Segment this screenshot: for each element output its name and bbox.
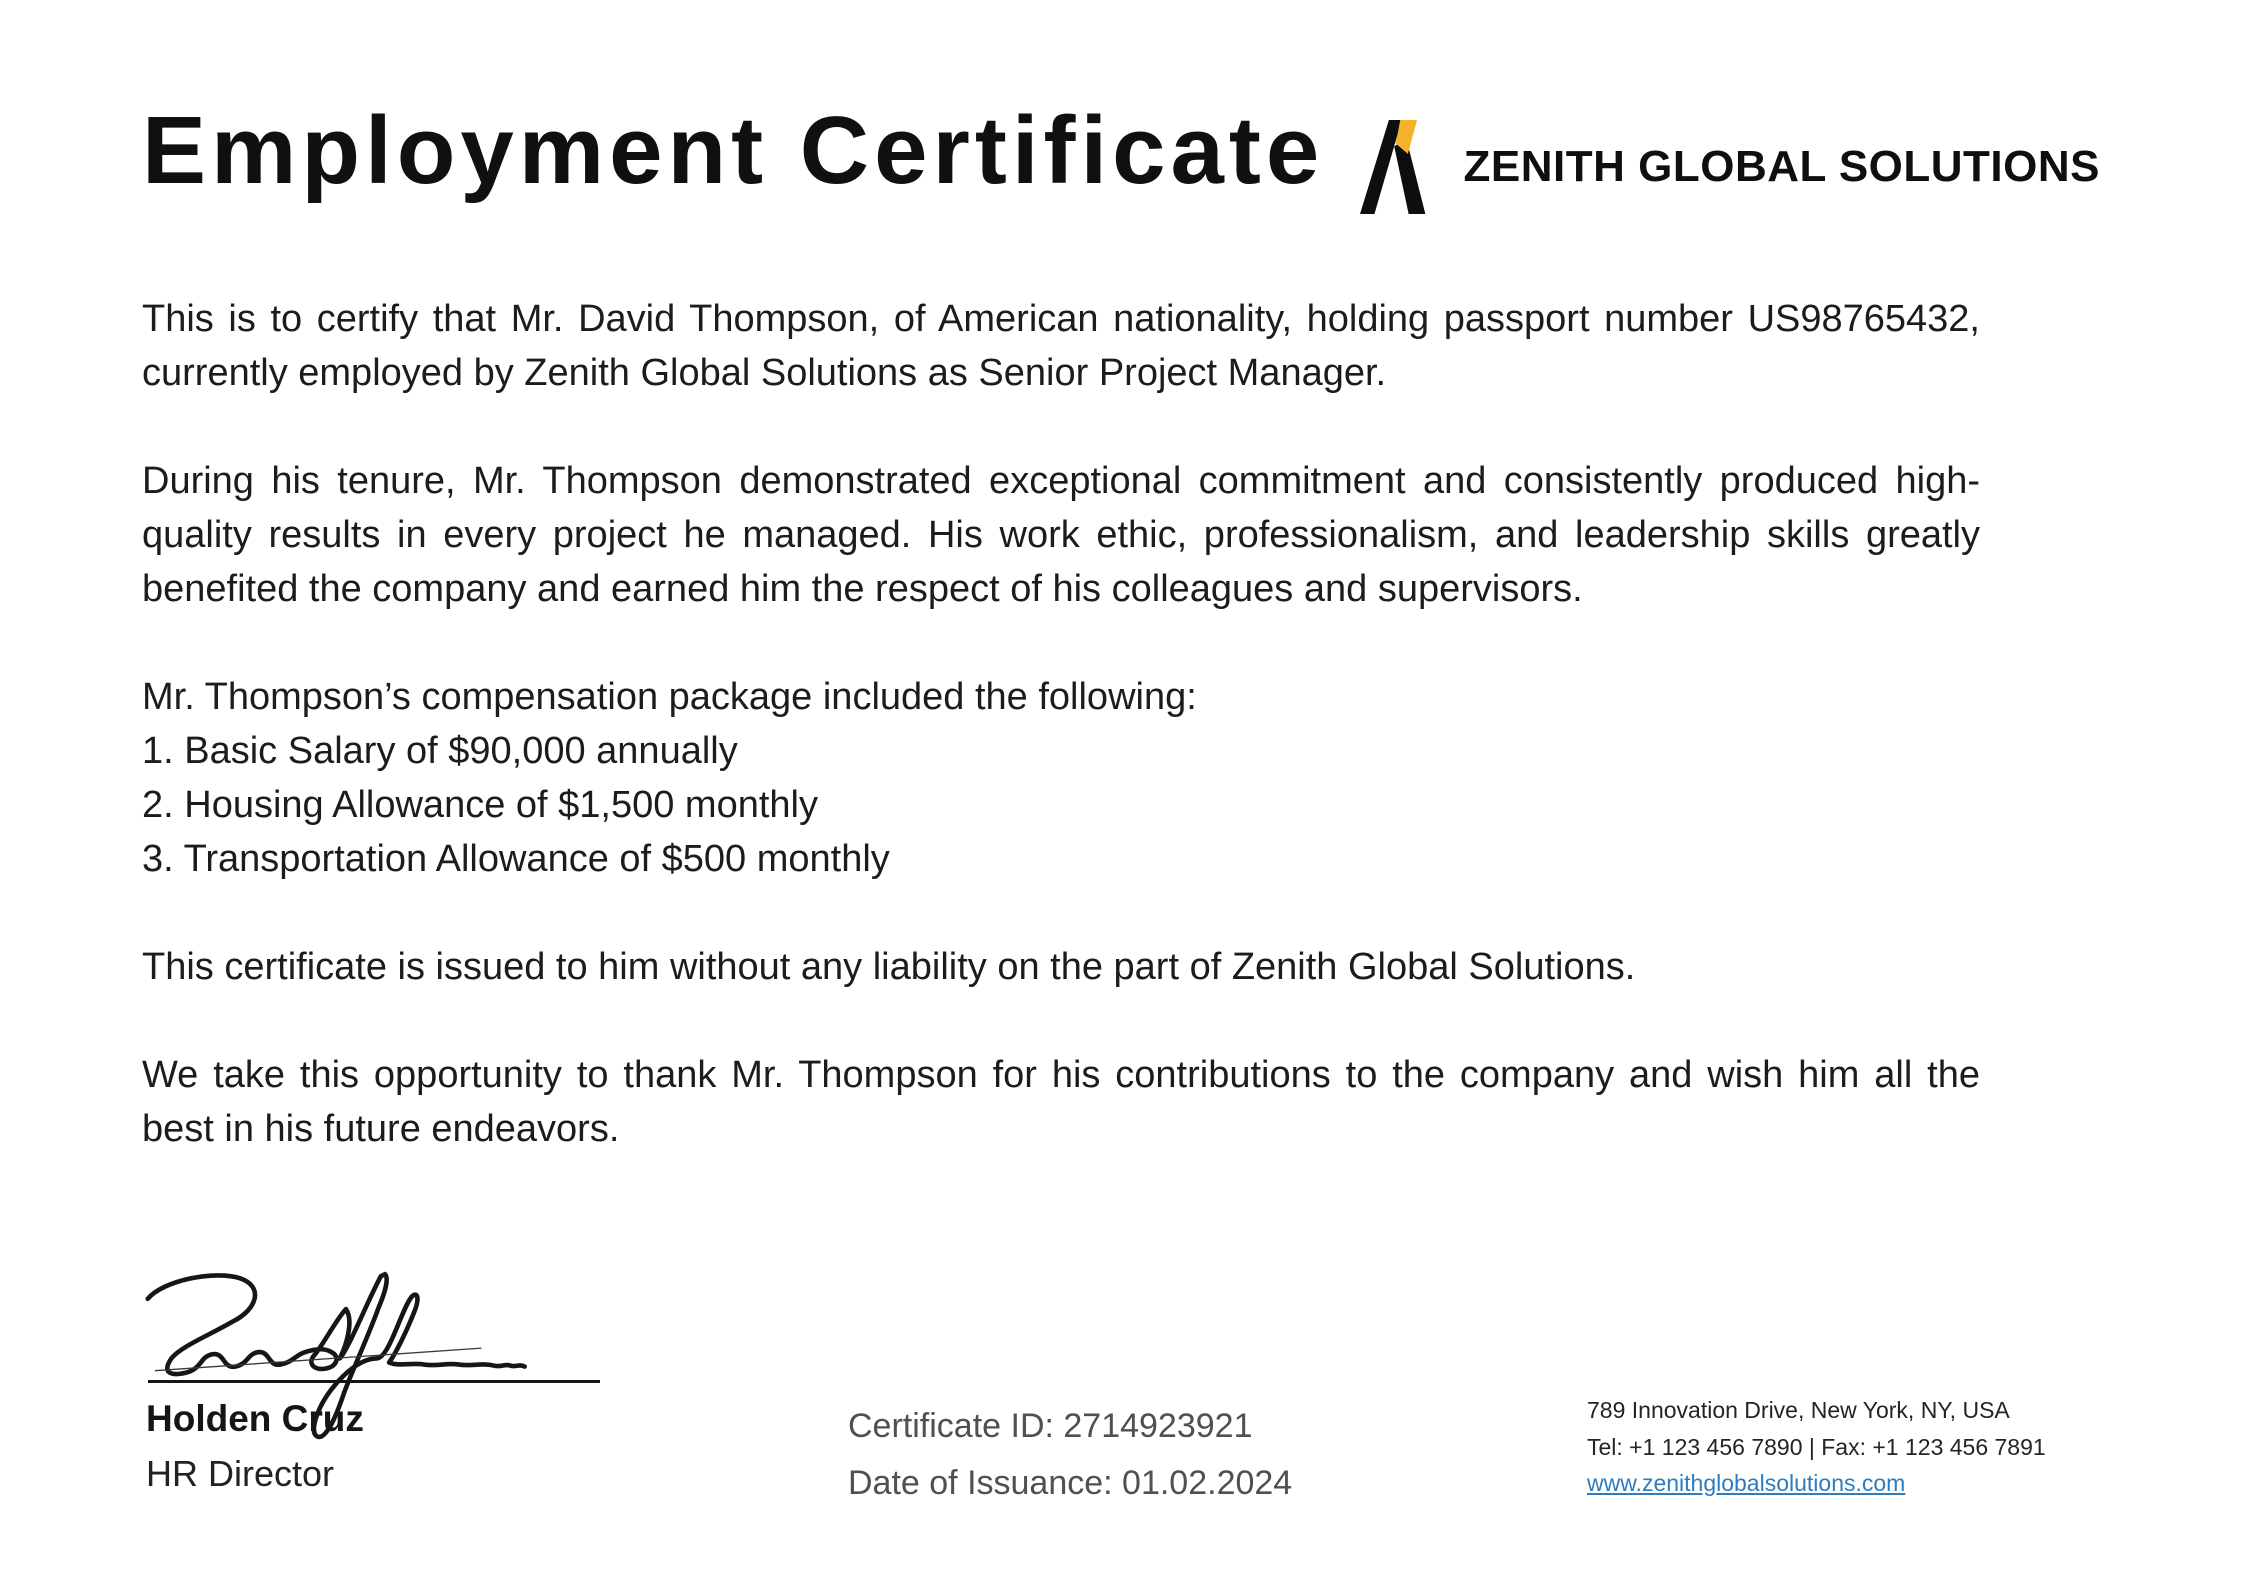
paragraph-certify: This is to certify that Mr. David Thompson, of American nationality, holding passport number US98765432, currently employed by Zenith Global Solutions as Senior Project Manager.: [142, 298, 1980, 394]
date-of-issuance: Date of Issuance: 01.02.2024: [848, 1464, 1293, 1502]
signature-line: [148, 1380, 600, 1383]
company-contact: [1587, 1392, 2046, 1502]
certificate-body: [142, 292, 1980, 1210]
certificate-id: Certificate ID: 2714923921: [848, 1407, 1253, 1445]
header: [142, 97, 2100, 214]
company-phone-fax: Tel: +1 123 456 7890 | Fax: +1 123 456 7891: [1587, 1433, 2046, 1460]
company-logo-icon: [1360, 120, 1436, 214]
company-name: ZENITH GLOBAL SOLUTIONS: [1463, 142, 2100, 191]
compensation-intro: Mr. Thompson’s compensation package included the following:: [142, 676, 1197, 718]
certificate-meta: [848, 1398, 1292, 1512]
compensation-item-housing-allowance: 2. Housing Allowance of $1,500 monthly: [142, 784, 818, 826]
paragraph-liability: This certificate is issued to him without any liability on the part of Zenith Global Solutions.: [142, 946, 1636, 988]
company-brand: [1360, 120, 2100, 214]
company-website-link[interactable]: www.zenithglobalsolutions.com: [1587, 1470, 1906, 1496]
paragraph-tenure: During his tenure, Mr. Thompson demonstrated exceptional commitment and consistently produced high-quality results in every project he managed. His work ethic, professionalism, and leadership skills greatly benefited the company and earned him the respect of his colleagues and supervisors.: [142, 460, 1980, 610]
compensation-item-basic-salary: 1. Basic Salary of $90,000 annually: [142, 730, 738, 772]
company-address: 789 Innovation Drive, New York, NY, USA: [1587, 1397, 2010, 1423]
paragraph-thanks: We take this opportunity to thank Mr. Thompson for his contributions to the company and wish him all the best in his future endeavors.: [142, 1054, 1980, 1150]
compensation-block: [142, 670, 1980, 886]
signatory-name: Holden Cruz: [146, 1398, 364, 1439]
signatory-title: HR Director: [146, 1453, 335, 1494]
compensation-item-transportation-allowance: 3. Transportation Allowance of $500 monthly: [142, 838, 890, 880]
page-title: Employment Certificate: [142, 97, 1325, 204]
